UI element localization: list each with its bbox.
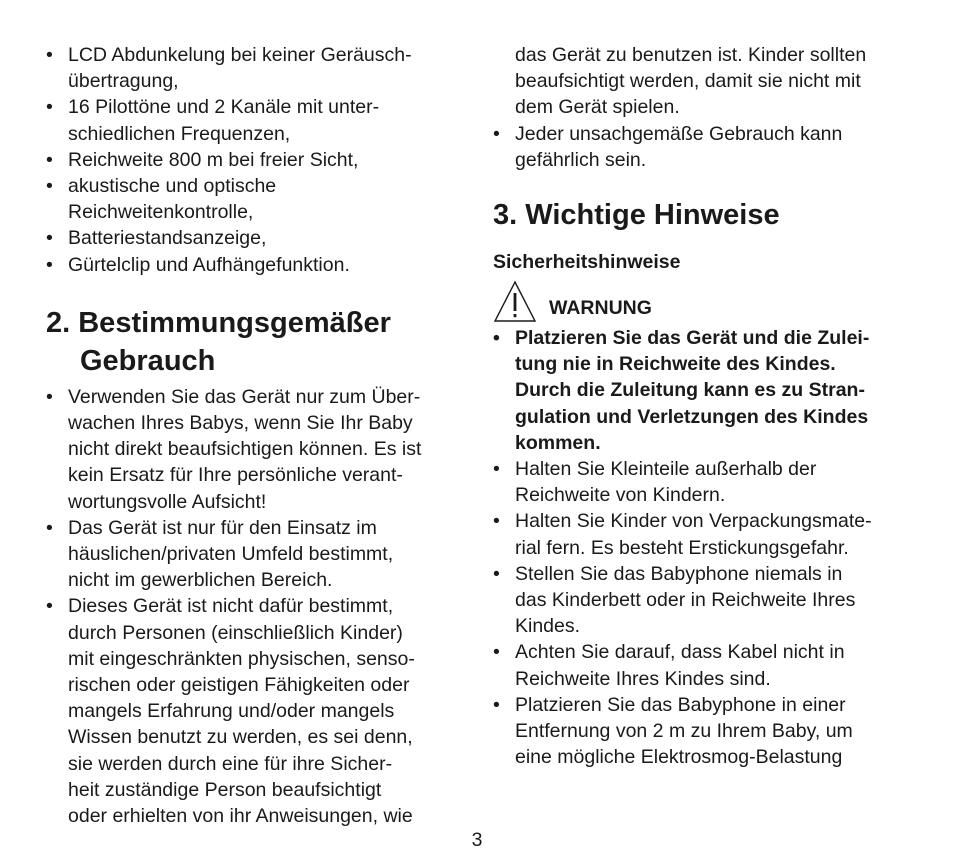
list-item-line: Halten Sie Kleinteile außerhalb der — [515, 458, 817, 481]
section-3-heading: 3. Wichtige Hinweise — [493, 199, 780, 232]
safety-subheading: Sicherheitshinweise — [493, 251, 681, 274]
list-item — [46, 173, 466, 225]
list-item-line: kein Ersatz für Ihre persönliche verant- — [68, 464, 403, 487]
continued-text-line: beaufsichtigt werden, damit sie nicht mit — [515, 70, 861, 93]
continued-text-line: dem Gerät spielen. — [515, 96, 680, 119]
list-item-line: gefährlich sein. — [515, 148, 647, 171]
list-item-line: Batteriestandsanzeige, — [68, 227, 267, 250]
bullet: • — [46, 595, 53, 618]
list-item-line: Dieses Gerät ist nicht dafür bestimmt, — [68, 595, 394, 618]
list-item-line: gulation und Verletzungen des Kindes — [515, 405, 869, 428]
warning-label: WARNUNG — [549, 297, 652, 320]
list-item — [46, 515, 466, 594]
list-item — [493, 325, 918, 456]
bullet: • — [46, 148, 53, 171]
list-item — [46, 384, 466, 515]
list-item-line: Achten Sie darauf, dass Kabel nicht in — [515, 641, 845, 664]
bullet: • — [493, 122, 500, 145]
list-item-line: Reichweite 800 m bei freier Sicht, — [68, 148, 359, 171]
list-item-line: heit zuständige Person beaufsichtigt — [68, 778, 382, 801]
list-item-line: Reichweite von Kindern. — [515, 484, 726, 507]
list-item — [46, 593, 466, 829]
list-item-line: häuslichen/privaten Umfeld bestimmt, — [68, 543, 394, 566]
warning-list-continued — [493, 456, 918, 770]
bullet: • — [46, 227, 53, 250]
list-item-line: Das Gerät ist nur für den Einsatz im — [68, 516, 377, 539]
list-item-line: nicht im gewerblichen Bereich. — [68, 569, 333, 592]
list-item-line: Verwenden Sie das Gerät nur zum Über- — [68, 385, 421, 408]
list-item — [46, 225, 466, 251]
list-item — [46, 42, 466, 94]
list-item-line: 16 Pilottöne und 2 Kanäle mit unter- — [68, 96, 380, 119]
continued-text-line: das Gerät zu benutzen ist. Kinder sollten — [515, 44, 867, 66]
bullet: • — [46, 175, 53, 198]
list-item-line: Halten Sie Kinder von Verpackungsmate- — [515, 510, 872, 533]
bullet: • — [493, 458, 500, 481]
page-number: 3 — [471, 829, 483, 851]
continued-text — [493, 42, 918, 121]
list-item-line: rial fern. Es besteht Erstickungsgefahr. — [515, 536, 849, 559]
misuse-list — [493, 121, 918, 173]
section-2-heading — [46, 304, 466, 380]
list-item-line: tung nie in Reichweite des Kindes. — [515, 353, 836, 376]
feature-list — [46, 42, 466, 278]
list-item-line: mangels Erfahrung und/oder mangels — [68, 700, 395, 723]
intended-use-list — [46, 384, 466, 829]
list-item — [493, 121, 918, 173]
bullet: • — [46, 96, 53, 119]
list-item-line: akustische und optische — [68, 175, 277, 198]
list-item-line: Jeder unsachgemäße Gebrauch kann — [515, 122, 843, 145]
list-item-line: wachen Ihres Babys, wenn Sie Ihr Baby — [68, 412, 413, 435]
bullet: • — [493, 510, 500, 533]
right-column — [493, 42, 918, 770]
list-item — [46, 94, 466, 146]
list-item-line: Reichweite Ihres Kindes sind. — [515, 667, 771, 690]
list-item-line: oder erhielten von ihr Anweisungen, wie — [68, 805, 413, 828]
warning-triangle-icon — [493, 279, 537, 323]
section-2-heading-line-2: Gebrauch — [80, 344, 216, 377]
list-item-line: Stellen Sie das Babyphone niemals in — [515, 562, 843, 585]
left-column — [46, 42, 466, 829]
warning-header — [493, 279, 918, 323]
list-item — [493, 561, 918, 640]
bullet: • — [493, 693, 500, 716]
bullet: • — [46, 516, 53, 539]
list-item-line: Platzieren Sie das Babyphone in einer — [515, 693, 846, 716]
bullet: • — [493, 327, 500, 350]
list-item-line: wortungsvolle Aufsicht! — [68, 490, 267, 513]
list-item — [493, 692, 918, 771]
list-item-line: Platzieren Sie das Gerät und die Zulei- — [515, 327, 870, 350]
list-item-line: mit eingeschränkten physischen, senso- — [68, 647, 415, 670]
list-item-line: Reichweitenkontrolle, — [68, 201, 254, 224]
list-item-line: Wissen benutzt zu werden, es sei denn, — [68, 726, 413, 749]
bullet: • — [493, 641, 500, 664]
list-item-line: kommen. — [515, 431, 601, 454]
list-item-line: schiedlichen Frequenzen, — [68, 122, 291, 145]
bullet: • — [46, 253, 53, 276]
warning-list — [493, 325, 918, 456]
list-item — [493, 639, 918, 691]
list-item-line: sie werden durch eine für ihre Sicher- — [68, 752, 393, 775]
list-item-line: durch Personen (einschließlich Kinder) — [68, 621, 403, 644]
list-item-line: Durch die Zuleitung kann es zu Stran- — [515, 379, 865, 402]
list-item — [46, 147, 466, 173]
list-item — [493, 456, 918, 508]
bullet: • — [46, 385, 53, 408]
list-item-line: Kindes. — [515, 615, 581, 638]
list-item-line: nicht direkt beaufsichtigen können. Es ist — [68, 438, 422, 461]
list-item-line: das Kinderbett oder in Reichweite Ihres — [515, 589, 856, 612]
section-2-heading-line-1: 2. Bestimmungsgemäßer — [46, 306, 391, 339]
list-item-line: rischen oder geistigen Fähigkeiten oder — [68, 674, 410, 697]
bullet: • — [493, 562, 500, 585]
list-item-line: eine mögliche Elektrosmog-Belastung — [515, 746, 843, 769]
list-item-line: Entfernung von 2 m zu Ihrem Baby, um — [515, 720, 853, 743]
list-item — [46, 252, 466, 278]
list-item-line: übertragung, — [68, 70, 179, 93]
list-item-line: Gürtelclip und Aufhängefunktion. — [68, 253, 350, 276]
list-item-line: LCD Abdunkelung bei keiner Geräusch- — [68, 44, 412, 66]
bullet: • — [46, 44, 53, 66]
list-item — [493, 508, 918, 560]
